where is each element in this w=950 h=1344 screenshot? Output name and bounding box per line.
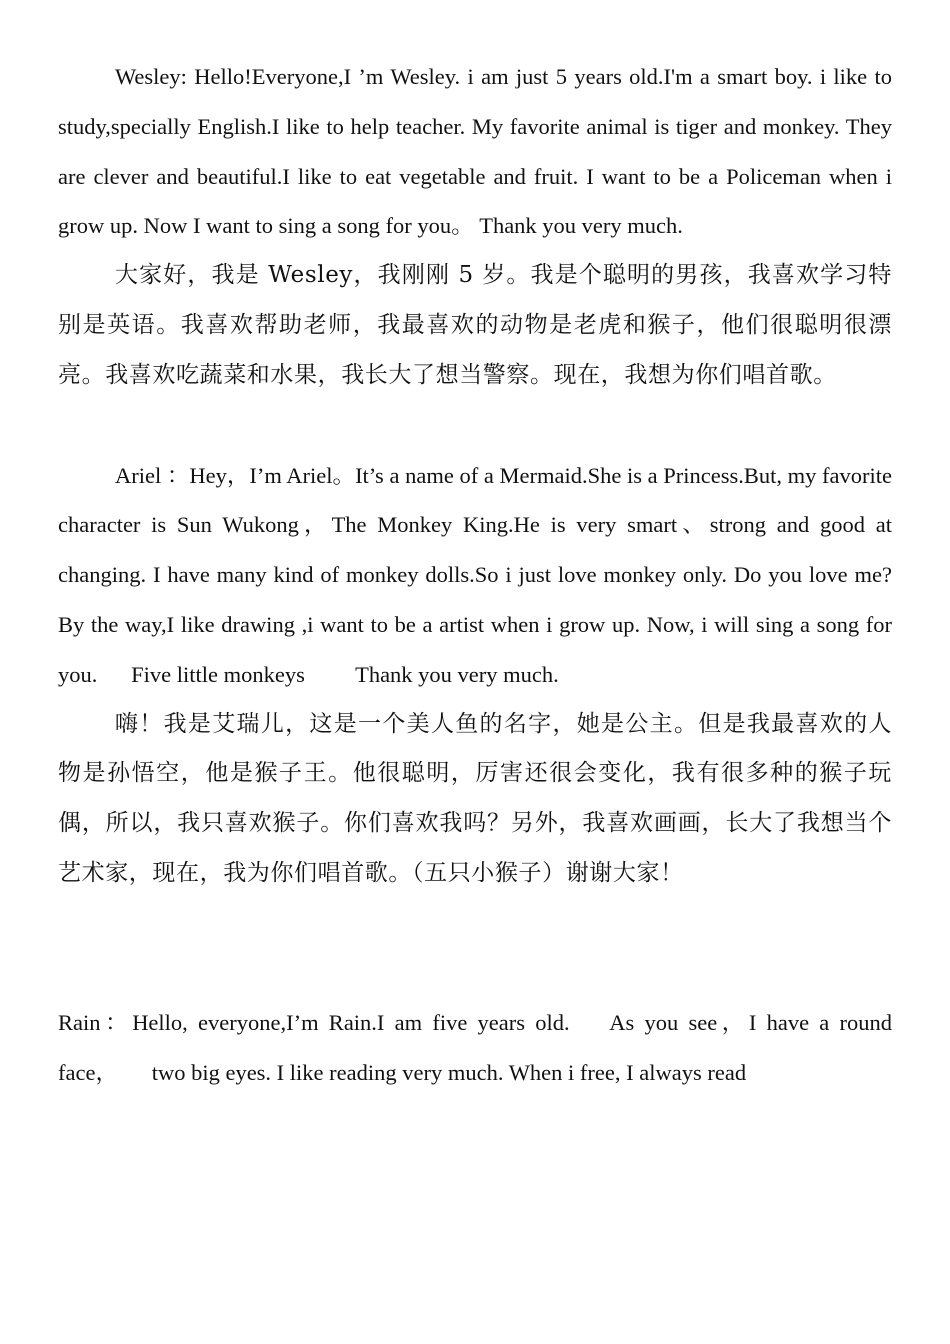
document-page: [58, 52, 892, 1097]
ariel-intro-chinese: 嗨！我是艾瑞儿，这是一个美人鱼的名字，她是公主。但是我最喜欢的人物是孙悟空，他是猴子王。他很聪明，厉害还很会变化，我有很多种的猴子玩偶，所以，我只喜欢猴子。你们喜欢我吗？另外，我喜欢画画，长大了我想当个艺术家，现在，我为你们唱首歌。（五只小猴子）谢谢大家！: [58, 710, 892, 886]
section-spacer: [58, 899, 892, 998]
wesley-intro-chinese: 大家好，我是 Wesley，我刚刚 5 岁。我是个聪明的男孩，我喜欢学习特别是英语。我喜欢帮助老师，我最喜欢的动物是老虎和猴子，他们很聪明很漂亮。我喜欢吃蔬菜和水果，我长大了想当警察。现在，我想为你们唱首歌。: [58, 262, 892, 388]
rain-intro-english: Rain：Hello, everyone,I’m Rain.I am five years old. As you see，I have a round face， two big eyes. I like reading very much. When i free, I always read: [58, 1009, 892, 1085]
section-spacer: [58, 401, 892, 451]
ariel-intro-english: Ariel ：Hey，I’m Ariel。It’s a name of a Mermaid.She is a Princess.But, my favorite character is Sun Wukong，The Monkey King.He is very smart、strong and good at changing. I have many kind of monkey dolls.So i just love monkey only. Do you love me? By the way,I like drawing ,i want to be a artist when i grow up. Now, i will sing a song for you. Five little monkeys Thank you very much.: [58, 462, 892, 687]
wesley-intro-english: Wesley: Hello!Everyone,I ’m Wesley. i am just 5 years old.I'm a smart boy. i like to study,specially English.I like to help teacher. My favorite animal is tiger and monkey. They are clever and beautiful.I like to eat vegetable and fruit. I want to be a Policeman when i grow up. Now I want to sing a song for you。 Thank you very much.: [58, 64, 892, 239]
